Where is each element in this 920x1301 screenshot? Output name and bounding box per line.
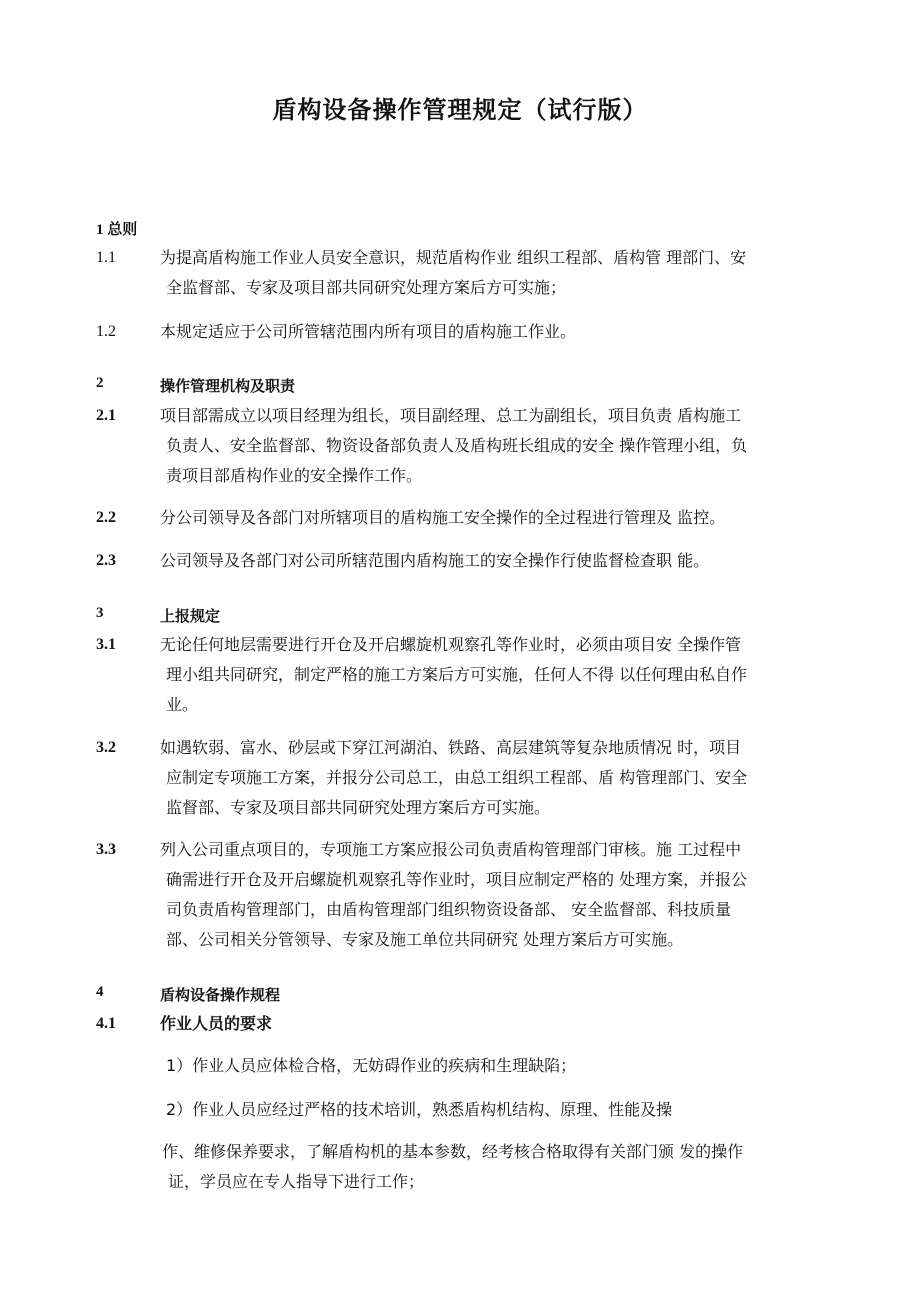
- section-heading-text: 盾构设备操作规程: [160, 986, 281, 1004]
- requirement-item-1: 1）作业人员应体检合格，无妨碍作业的疾病和生理缺陷；: [166, 1056, 577, 1075]
- clause-text-line: 理小组共同研究，制定严格的施工方案后方可实施，任何人不得 以任何理由私自作: [166, 665, 748, 684]
- clause-text-line: 公司领导及各部门对公司所辖范围内盾构施工的安全操作行使监督检查职 能。: [160, 551, 710, 570]
- section-number: 2: [96, 375, 104, 391]
- clause-text-line: 列入公司重点项目的，专项施工方案应报公司负责盾构管理部门审核。施 工过程中: [160, 840, 742, 859]
- clause-number: 2.3: [96, 552, 116, 569]
- clause-4-1-heading: [96, 1009, 848, 1039]
- clause-text-line: 确需进行开仓及开启螺旋机观察孔等作业时，项目应制定严格的 处理方案，并报公: [166, 870, 748, 889]
- clause-text-line: 负责人、安全监督部、物资设备部负责人及盾构班长组成的安全 操作管理小组，负: [166, 436, 748, 455]
- section-heading-text: 1 总则: [96, 222, 138, 238]
- clause-3-1: [96, 630, 848, 722]
- clause-text-line: 业。: [166, 695, 199, 714]
- clause-text-line: 责项目部盾构作业的安全操作工作。: [166, 466, 423, 485]
- clause-text-line: 本规定适应于公司所管辖范围内所有项目的盾构施工作业。: [160, 322, 577, 341]
- clause-number: 1.2: [96, 323, 116, 340]
- clause-number: 3.2: [96, 739, 116, 756]
- clause-number: 3.3: [96, 841, 116, 858]
- section-4-heading: [96, 984, 848, 1006]
- clause-number: 2.1: [96, 407, 116, 424]
- clause-number: 1.1: [96, 249, 116, 266]
- clause-text-line: 部、公司相关分管领导、专家及施工单位共同研究 处理方案后方可实施。: [166, 930, 684, 949]
- clause-text-line: 监督部、专家及项目部共同研究处理方案后方可实施。: [166, 798, 551, 817]
- clause-heading-text: 作业人员的要求: [160, 1014, 273, 1033]
- clause-text-line: 无论任何地层需要进行开仓及开启螺旋机观察孔等作业时，必须由项目安 全操作管: [160, 635, 742, 654]
- requirement-text-line: 作、维修保养要求，了解盾构机的基本参数，经考核合格取得有关部门颁 发的操作: [162, 1142, 744, 1161]
- clause-number: 4.1: [96, 1015, 116, 1032]
- clause-text-line: 分公司领导及各部门对所辖项目的盾构施工安全操作的全过程进行管理及 监控。: [160, 508, 726, 527]
- clause-2-2: [96, 503, 848, 533]
- section-heading-text: 上报规定: [160, 607, 221, 625]
- section-heading-text: 操作管理机构及职责: [160, 377, 296, 395]
- clause-1-1: [96, 243, 848, 305]
- section-1-heading: [96, 218, 848, 240]
- requirement-text-line: 证，学员应在专人指导下进行工作；: [168, 1172, 425, 1191]
- section-number: 4: [96, 984, 104, 1000]
- requirement-item-2-continued: [96, 1137, 848, 1199]
- clause-text-line: 应制定专项施工方案，并报分公司总工，由总工组织工程部、盾 构管理部门、安全: [166, 768, 748, 787]
- clause-number: 3.1: [96, 636, 116, 653]
- clause-text-line: 为提高盾构施工作业人员安全意识，规范盾构作业 组织工程部、盾构管 理部门、安: [160, 248, 747, 267]
- clause-3-3: [96, 835, 848, 957]
- clause-3-2: [96, 733, 848, 825]
- clause-text-line: 司负责盾构管理部门，由盾构管理部门组织物资设备部、 安全监督部、科技质量: [166, 900, 732, 919]
- clause-2-1: [96, 401, 848, 493]
- clause-1-2: [96, 317, 848, 347]
- section-number: 3: [96, 605, 104, 621]
- clause-text-line: 如遇软弱、富水、砂层或下穿江河湖泊、铁路、高层建筑等复杂地质情况 时，项目: [160, 738, 742, 757]
- section-3-heading: [96, 605, 848, 627]
- requirement-item-2: 2）作业人员应经过严格的技术培训，熟悉盾构机结构、原理、性能及操: [166, 1100, 673, 1119]
- clause-text-line: 全监督部、专家及项目部共同研究处理方案后方可实施；: [166, 278, 567, 297]
- document-title: 盾构设备操作管理规定（试行版）: [272, 96, 648, 124]
- clause-text-line: 项目部需成立以项目经理为组长，项目副经理、总工为副组长，项目负责 盾构施工: [160, 406, 742, 425]
- section-2-heading: [96, 375, 848, 397]
- clause-2-3: [96, 546, 848, 576]
- clause-number: 2.2: [96, 509, 116, 526]
